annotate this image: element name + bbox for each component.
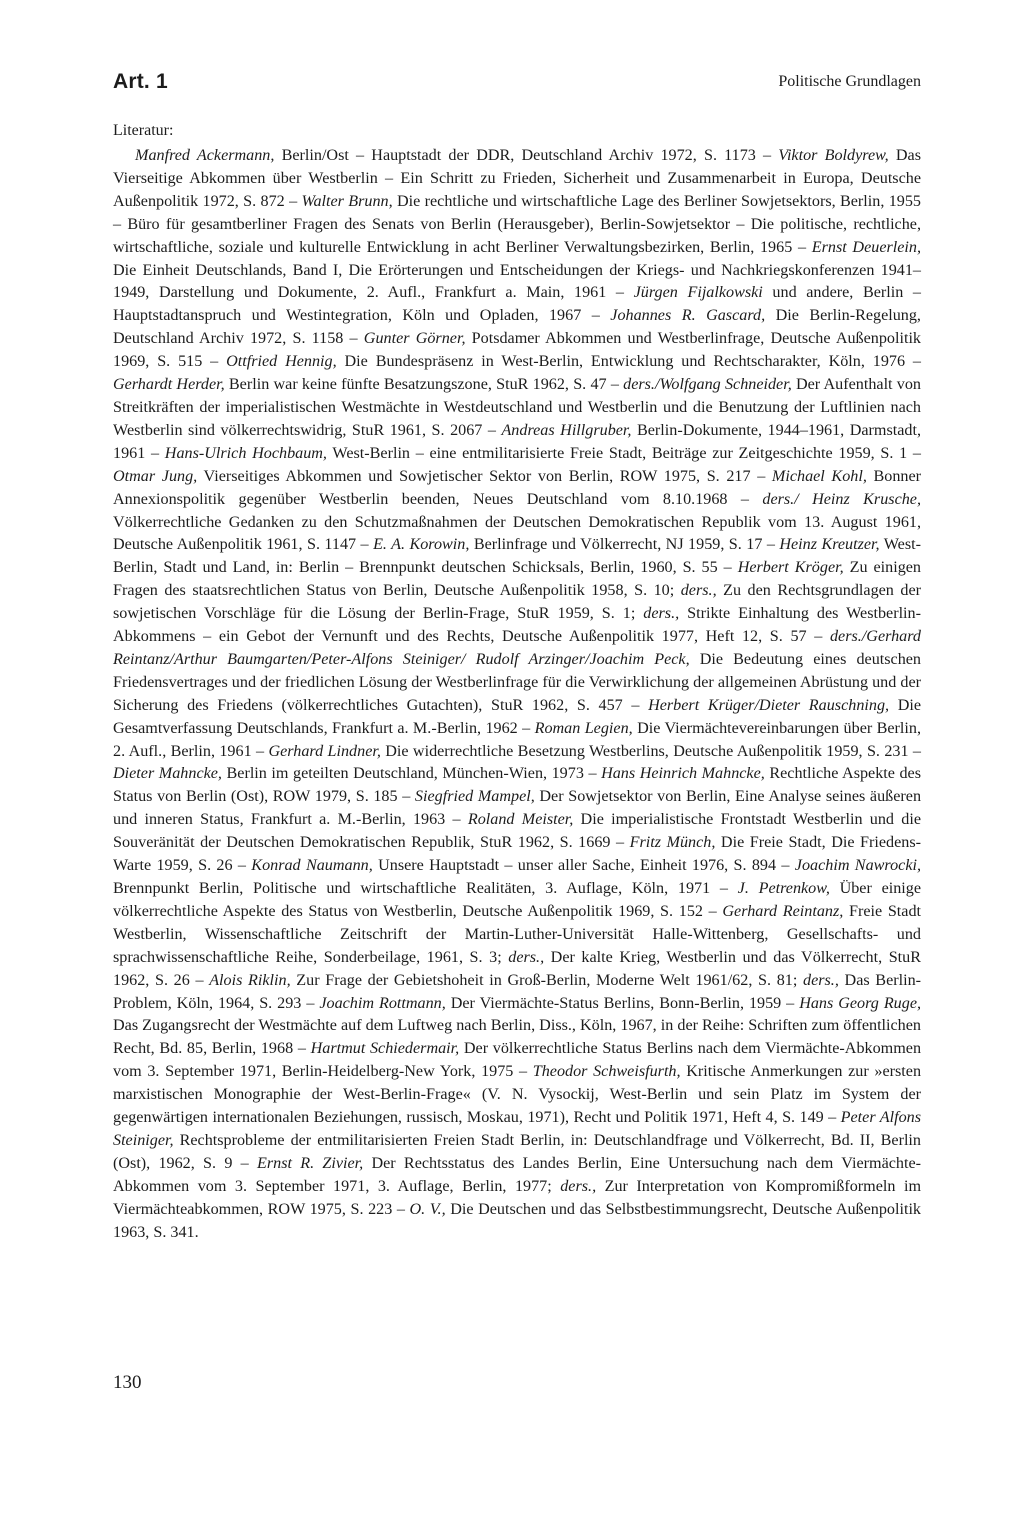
citation-text: Potsdamer Abkommen und Westberlinfrage, Deutsche Außenpolitik 1969, S. 515 – (113, 330, 922, 371)
citation-text: Die Bedeutung eines deutschen Friedensvertrages und der friedlichen Lösung der Westberlinfrage für die Verwirklichung der allgemeinen Abrüstung und der Sicherung des Friedens (völkerrechtliches Gutachten), StuR 1962, S. 457 – (113, 650, 922, 714)
citation-text: Bonner Annexionspolitik gegenüber Westberlin beenden, Neues Deutschland vom 8.10.1968 – (113, 467, 922, 508)
citation-author: Gerhard Reintanz, (722, 902, 844, 920)
citation-text: Die Einheit Deutschlands, Band I, Die Erörterungen und Entscheidungen der Kriegs- und Nachkriegskonferenzen 1941–1949, Darstellung und Dokumente, 2. Aufl., Frankfurt a. Main, 1961 – (113, 261, 921, 302)
citation-text: Der kalte Krieg, Westberlin und das Völkerrecht, StuR 1962, S. 26 – (113, 948, 922, 989)
citation-author: Siegfried Mampel, (414, 788, 535, 806)
citation-text: Zu einigen Fragen des staatsrechtlichen Status von Berlin, Deutsche Außenpolitik 1958, S. 10; (113, 559, 922, 600)
citation-author: Michael Kohl, (771, 467, 867, 485)
citation-author: ders./Gerhard Reintanz/Arthur Baumgarten/Peter-Alfons Steiniger/ Rudolf Arzinger/Joachim Peck, (113, 628, 921, 668)
citation-text: Rechtsprobleme der entmilitarisierten Freien Stadt Berlin, in: Deutschlandfrage und Völkerrecht, Bd. II, Berlin (Ost), 1962, S. 9 – (113, 1131, 921, 1172)
citation-text: Völkerrechtliche Gedanken zu den Schutzmaßnahmen der Deutschen Demokratischen Republik vom 13. August 1961, Deutsche Außenpolitik 1961, S. 1147 – (113, 513, 921, 554)
citation-author: Fritz Münch, (629, 834, 716, 852)
citation-text: Zur Frage der Gebietshoheit in Groß-Berlin, Moderne Welt 1961/62, S. 81; (290, 971, 803, 989)
citation-author: Heinz Kreutzer, (779, 536, 880, 554)
citation-author: ders., (560, 1177, 597, 1195)
citation-author: Hans Heinrich Mahncke, (601, 765, 765, 783)
citation-author: Herbert Kröger, (737, 559, 844, 577)
citation-text: Zur Interpretation von Kompromißformeln im Viermächteabkommen, ROW 1975, S. 223 – (113, 1177, 921, 1218)
citation-text: Der Viermächte-Status Berlins, Bonn-Berlin, 1959 – (445, 994, 800, 1012)
citation-author: Theodor Schweisfurth, (532, 1063, 681, 1081)
citation-author: ders., (643, 605, 680, 623)
citation-text: Die widerrechtliche Besetzung Westberlins, Deutsche Außenpolitik 1959, S. 231 – (380, 742, 921, 760)
citation-author: Roland Meister, (467, 811, 574, 829)
citation-text: Die Bundespräsenz in West-Berlin, Entwicklung und Rechtscharakter, Köln, 1976 – (336, 353, 921, 371)
citation-author: Gerhardt Herder, (113, 376, 225, 394)
page-number: 130 (113, 1372, 142, 1393)
citation-text: Berlin im geteilten Deutschland, München-Wien, 1973 – (221, 765, 602, 783)
citation-author: Walter Brunn, (301, 192, 393, 210)
citation-text: Die Deutschen und das Selbstbestimmungsrecht, Deutsche Außenpolitik 1963, S. 341. (113, 1200, 921, 1241)
article-label: Art. 1 (113, 70, 168, 93)
citation-text: Das Zugangsrecht der Westmächte auf dem Luftweg nach Berlin, Diss., Köln, 1967, in der Reihe: Schriften zum öffentlichen Recht, Bd. 85, Berlin, 1968 – (113, 1017, 921, 1058)
citation-author: Hans Georg Ruge, (799, 994, 922, 1012)
citation-text: Die imperialistische Frontstadt Westberlin und die Souveränität der Deutschen Demokratischen Republik, StuR 1962, S. 1669 – (113, 811, 921, 852)
citation-text: Berlin war keine fünfte Besatzungszone, StuR 1962, S. 47 – (224, 376, 624, 394)
citation-text: Zu den Rechtsgrundlagen der sowjetischen Vorschläge für die Lösung der Berlin-Frage, StuR 1959, S. 1; (113, 582, 921, 623)
citation-text: Strikte Einhaltung des Westberlin-Abkommens – ein Gebot der Vernunft und des Rechts, Deutsche Außenpolitik 1977, Heft 12, S. 57 – (113, 605, 921, 646)
citation-author: Konrad Naumann, (251, 857, 373, 875)
citation-text: und andere, Berlin – Hauptstadtanspruch und Westintegration, Köln und Opladen, 1967 – (113, 284, 921, 325)
citation-text: Berlin/Ost – Hauptstadt der DDR, Deutschland Archiv 1972, S. 1173 – (274, 147, 779, 164)
citation-text: Die Freie Stadt, Die Friedens-Warte 1959, S. 26 – (113, 834, 922, 875)
citation-author: Dieter Mahncke, (113, 765, 222, 783)
citation-text: Rechtliche Aspekte des Status von Berlin (Ost), ROW 1979, S. 185 – (113, 765, 921, 806)
literature-body (113, 145, 921, 1245)
citation-author: ders., (680, 582, 717, 600)
citation-author: Herbert Krüger/Dieter Rauschning, (648, 696, 890, 714)
citation-text: Über einige völkerrechtliche Aspekte des Status von Westberlin, Deutsche Außenpolitik 1969, S. 152 – (113, 880, 922, 920)
citation-author: Manfred Ackermann, (135, 147, 275, 164)
citation-text: Berlinfrage und Völkerrecht, NJ 1959, S. 17 – (469, 536, 780, 554)
citation-text: Freie Stadt Westberlin, Wissenschaftliche Zeitschrift der Martin-Luther-Universität Halle-Wittenberg, Gesellschafts- und sprachwissenschaftliche Reihe, Sonderbeilage, 1961, S. 3; (113, 902, 921, 966)
citation-text: Unsere Hauptstadt – unser aller Sache, Einheit 1976, S. 894 – (372, 857, 795, 875)
citation-text: Brennpunkt Berlin, Politische und wirtschaftliche Realitäten, 3. Auflage, Köln, 1971 – (113, 880, 738, 897)
citation-text: Der Rechtsstatus des Landes Berlin, Eine Untersuchung nach dem Viermächte-Abkommen vom 3. September 1971, 3. Auflage, Berlin, 1977; (113, 1154, 921, 1195)
citation-author: Hartmut Schiedermair, (310, 1040, 460, 1058)
citation-text: Berlin-Dokumente, 1944–1961, Darmstadt, 1961 – (113, 421, 921, 462)
citation-text: Der Aufenthalt von Streitkräften der imperialistischen Westmächte in Westdeutschland und Westberlin und die Benutzung der Luftlinien nach Westberlin sind völkerrechtswidrig, StuR 1961, S. 2067 – (113, 376, 921, 439)
citation-author: ders., (508, 948, 545, 966)
citation-author: ders./Wolfgang Schneider, (623, 376, 792, 394)
citation-author: O. V., (409, 1200, 446, 1218)
citation-author: Jürgen Fijalkowski (633, 284, 763, 302)
citation-author: Andreas Hillgruber, (501, 421, 632, 439)
running-head: Politische Grundlagen (778, 73, 921, 90)
citation-text: Vierseitiges Abkommen und Sowjetischer Sektor von Berlin, ROW 1975, S. 217 – (197, 467, 772, 485)
citation-text: Die Gesamtverfassung Deutschlands, Frankfurt a. M.-Berlin, 1962 – (113, 696, 922, 737)
citation-author: Johannes R. Gascard, (610, 307, 766, 325)
citation-author: ders./ Heinz Krusche, (762, 490, 921, 508)
citation-author: Ottfried Hennig, (226, 353, 337, 371)
citation-author: J. Petrenkow, (737, 880, 830, 897)
citation-author: Joachim Nawrocki, (794, 857, 922, 875)
citation-author: Otmar Jung, (113, 467, 198, 485)
citation-author: E. A. Korowin, (373, 536, 470, 554)
citation-text: Die Berlin-Regelung, Deutschland Archiv 1972, S. 1158 – (113, 307, 921, 348)
citation-author: Gunter Görner, (363, 330, 466, 348)
citation-author: Ernst R. Zivier, (257, 1154, 364, 1172)
citation-author: Roman Legien, (534, 719, 633, 737)
citation-text: West-Berlin, Stadt und Land, in: Berlin – Brennpunkt deutschen Schicksals, Berlin, 1960, S. 55 – (113, 536, 921, 577)
citation-text: Das Berlin-Problem, Köln, 1964, S. 293 – (113, 971, 922, 1012)
citation-author: Ernst Deuerlein, (811, 238, 922, 256)
citation-author: ders., (803, 971, 839, 989)
citation-text: Die rechtliche und wirtschaftliche Lage des Berliner Sowjetsektors, Berlin, 1955 – Büro für gesamtberliner Fragen des Senats von Berlin (Herausgeber), Berlin-Sowjetsektor – Die politische, rechtliche, wirtschaftliche, soziale und kulturelle Entwicklung in acht Berliner Verwaltungsbezirken, Berlin, 1965 – (113, 192, 921, 256)
citation-author: Viktor Boldyrew, (778, 147, 889, 164)
citation-author: Peter Alfons Steiniger, (113, 1109, 921, 1149)
citation-text: Das Vierseitige Abkommen über Westberlin – Ein Schritt zu Frieden, Sicherheit und Zusammenarbeit in Europa, Deutsche Außenpolitik 1972, S. 872 – (113, 147, 922, 210)
citation-text: Der völkerrechtliche Status Berlins nach dem Viermächte-Abkommen vom 3. September 1971, Berlin-Heidelberg-New York, 1975 – (113, 1040, 922, 1081)
citation-text: West-Berlin – eine entmilitarisierte Freie Stadt, Beiträge zur Zeitgeschichte 1959, S. 1 – (326, 444, 922, 462)
citation-author: Gerhard Lindner, (268, 742, 381, 760)
literature-heading: Literatur: (113, 122, 174, 139)
citation-text: Die Viermächtevereinbarungen über Berlin, 2. Aufl., Berlin, 1961 – (113, 719, 922, 760)
citation-text: Der Sowjetsektor von Berlin, Eine Analyse seines äußeren und inneren Status, Frankfurt a. M.-Berlin, 1963 – (113, 788, 922, 829)
citation-author: Joachim Rottmann, (319, 994, 446, 1012)
citation-author: Hans-Ulrich Hochbaum, (164, 444, 327, 462)
citation-author: Alois Riklin, (209, 971, 291, 989)
citation-text: Kritische Anmerkungen zur »ersten marxistischen Monographie der West-Berlin-Frage« (V. N. Vysockij, West-Berlin und sein Platz im System der gegenwärtigen internationalen Beziehungen, russisch, Moskau, 1971), Recht und Politik 1971, Heft 4, S. 149 – (113, 1063, 922, 1127)
